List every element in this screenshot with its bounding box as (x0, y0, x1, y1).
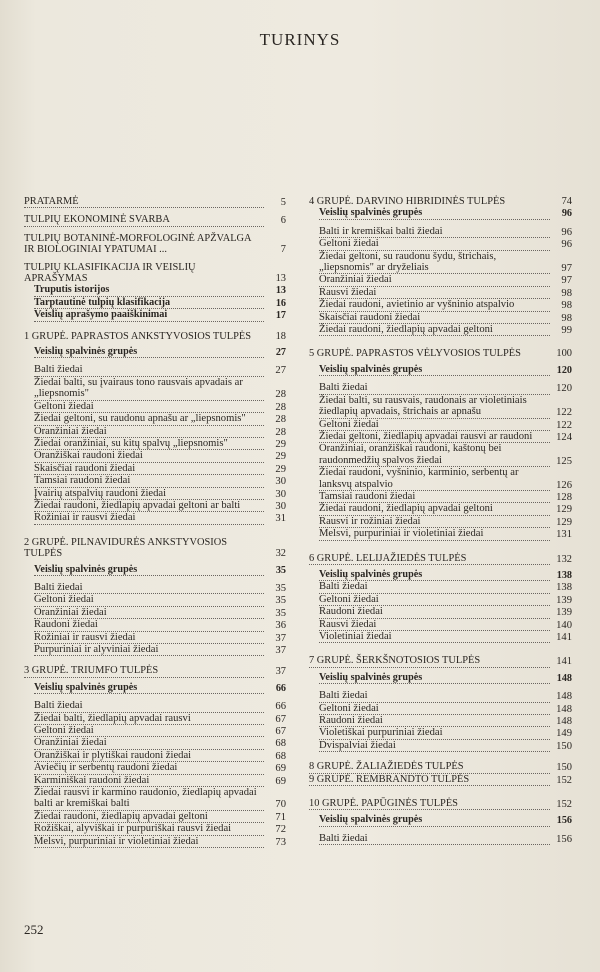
toc-entry-title: Veislių spalvinės grupės (34, 682, 264, 694)
toc-entry-page: 72 (275, 824, 286, 836)
toc-entry-page: 28 (275, 389, 286, 401)
toc-entry-title: 4 GRUPĖ. DARVINO HIBRIDINĖS TULPĖS (309, 196, 506, 207)
toc-entry-page: 139 (556, 607, 572, 619)
toc-entry-page: 141 (556, 656, 572, 668)
toc-entry-page: 28 (275, 401, 286, 413)
toc-entry (309, 364, 572, 376)
toc-entry-page: 96 (561, 239, 572, 251)
toc-entry-page: 27 (275, 365, 286, 377)
toc-entry (24, 331, 286, 342)
toc-entry (309, 196, 572, 207)
toc-entry-page: 71 (275, 811, 286, 823)
toc-entry (24, 787, 286, 811)
toc-entry (309, 814, 572, 826)
toc-entry (309, 299, 572, 311)
toc-entry (24, 725, 286, 737)
toc-entry-title: Melsvi, purpuriniai ir violetiniai žiedai (34, 836, 264, 848)
toc-entry-page: 28 (275, 414, 286, 426)
toc-entry-page: 149 (556, 728, 572, 740)
toc-entry-title: Balti žiedai (319, 833, 550, 845)
toc-entry-title: Žiedai balti, su rausvais, raudonais ar violetiniais žiedlapių apvadais, štrichais ar apnašu (319, 395, 550, 419)
toc-entry (24, 233, 286, 256)
toc-entry (309, 553, 572, 565)
toc-entry (309, 727, 572, 739)
toc-entry-title: Tamsiai raudoni žiedai (34, 475, 264, 487)
toc-entry-title: Žiedai raudoni, žiedlapių apvadai geltoni (319, 503, 550, 515)
toc-entry (24, 488, 286, 500)
toc-entry-page: 150 (556, 762, 572, 774)
toc-entry (24, 607, 286, 619)
toc-entry-title: Karminiškai raudoni žiedai (34, 775, 264, 787)
toc-entry-page: 68 (275, 738, 286, 750)
toc-entry (309, 251, 572, 275)
toc-entry-page: 69 (275, 775, 286, 787)
toc-entry (309, 226, 572, 238)
toc-entry (309, 672, 572, 684)
toc-entry-title: Įvairių atspalvių raudoni žiedai (34, 488, 264, 500)
toc-entry-page: 138 (556, 569, 572, 581)
toc-entry-page: 139 (556, 594, 572, 606)
toc-entry-title: Veislių spalvinės grupės (319, 207, 550, 219)
toc-entry (309, 207, 572, 219)
toc-entry-title: 10 GRUPĖ. PAPŪGINĖS TULPĖS (309, 798, 550, 810)
toc-entry-title: Žiedai balti, žiedlapių apvadai rausvi (34, 713, 264, 725)
toc-entry-page: 67 (275, 726, 286, 738)
toc-entry (309, 703, 572, 715)
toc-entry-title: Geltoni žiedai (319, 419, 550, 431)
toc-entry (24, 463, 286, 475)
toc-entry (309, 274, 572, 286)
toc-entry-page: 35 (275, 595, 286, 607)
toc-entry-title: Veislių aprašymo paaiškinimai (34, 309, 264, 321)
toc-entry-title: Žiedai geltoni, žiedlapių apvadai rausvi ar raudoni (319, 431, 550, 443)
toc-entry-title: Balti ir kremiškai balti žiedai (319, 226, 550, 238)
toc-entry-page: 148 (556, 703, 572, 715)
toc-entry-page: 67 (275, 713, 286, 725)
toc-entry-page: 141 (556, 632, 572, 643)
toc-entry-page: 30 (275, 488, 286, 500)
toc-entry (309, 715, 572, 727)
toc-entry-title: Žiedai geltoni, su raudonu šydu, štrichais, „liepsnomis" ar dryželiais (319, 251, 550, 275)
toc-entry-page: 131 (556, 529, 572, 541)
toc-entry-page: 96 (561, 226, 572, 238)
toc-entry-page: 30 (275, 476, 286, 488)
toc-entry-title: Tamsiai raudoni žiedai (319, 491, 550, 503)
toc-entry (24, 632, 286, 644)
toc-entry-page: 16 (275, 297, 286, 309)
toc-entry (309, 833, 572, 845)
toc-right-column (309, 196, 572, 845)
toc-entry-title: Balti žiedai (34, 700, 264, 712)
toc-entry-title: 5 GRUPĖ. PAPRASTOS VĖLYVOSIOS TULPĖS (309, 348, 521, 360)
toc-entry-title: Balti žiedai (319, 690, 550, 702)
toc-entry (309, 238, 572, 250)
toc-entry (24, 700, 286, 712)
toc-entry-page: 66 (275, 682, 286, 694)
toc-entry-title: Žiedai raudoni, žiedlapių apvadai geltoni (319, 324, 550, 336)
toc-entry-page: 17 (275, 310, 286, 322)
toc-entry-title: Raudoni žiedai (34, 619, 264, 631)
toc-entry-page: 6 (280, 215, 286, 227)
toc-entry (24, 309, 286, 321)
toc-entry-page: 66 (275, 701, 286, 713)
toc-entry-page: 98 (561, 312, 572, 324)
toc-entry (309, 419, 572, 431)
toc-entry (309, 690, 572, 702)
toc-entry-title: Veislių spalvinės grupės (319, 569, 550, 581)
toc-entry (24, 438, 286, 450)
toc-entry-title: 9 GRUPĖ. REMBRANDTO TULPĖS (309, 774, 550, 786)
toc-entry-page: 13 (275, 285, 286, 297)
toc-entry-page: 5 (280, 197, 286, 208)
toc-entry-page: 148 (556, 691, 572, 703)
toc-entry (309, 569, 572, 581)
toc-entry (24, 644, 286, 656)
toc-entry-page: 35 (275, 582, 286, 594)
toc-entry (24, 262, 286, 285)
toc-entry-page: 36 (275, 620, 286, 632)
toc-entry (24, 750, 286, 762)
toc-entry (309, 798, 572, 810)
toc-entry-title: Žiedai raudoni, avietinio ar vyšninio atspalvio (319, 299, 550, 311)
toc-entry-page: 32 (275, 548, 286, 560)
toc-entry-page: 35 (275, 607, 286, 619)
toc-entry-title: TULPIŲ EKONOMINĖ SVARBA (24, 214, 264, 226)
toc-entry-title: Geltoni žiedai (34, 401, 264, 413)
toc-entry (24, 346, 286, 358)
toc-entry (309, 324, 572, 336)
toc-entry-page: 28 (275, 426, 286, 438)
toc-entry-page: 69 (275, 763, 286, 775)
toc-entry-page: 37 (275, 666, 286, 678)
toc-entry-title: Geltoni žiedai (34, 725, 264, 737)
toc-entry-page: 129 (556, 516, 572, 528)
toc-entry (309, 606, 572, 618)
toc-entry (309, 382, 572, 394)
toc-entry-page: 18 (275, 330, 286, 342)
toc-entry-title: 8 GRUPĖ. ŽALIAŽIEDĖS TULPĖS (309, 761, 550, 773)
toc-entry (24, 836, 286, 848)
toc-entry (24, 377, 286, 401)
toc-entry-title: Violetiniai žiedai (319, 631, 550, 643)
toc-entry-title: PRATARMĖ (24, 196, 264, 208)
toc-entry (24, 564, 286, 576)
toc-entry-title: Violetiškai purpuriniai žiedai (319, 727, 550, 739)
toc-entry-title: 6 GRUPĖ. LELIJAŽIEDĖS TULPĖS (309, 553, 550, 565)
toc-entry-title: Raudoni žiedai (319, 606, 550, 618)
toc-entry-title: 2 GRUPĖ. PILNAVIDURĖS ANKSTYVOSIOS TULPĖS (24, 536, 228, 560)
toc-entry-title: Geltoni žiedai (34, 594, 264, 606)
toc-entry-page: 120 (556, 383, 572, 395)
toc-entry-page: 120 (556, 364, 572, 376)
toc-entry-page: 37 (275, 632, 286, 644)
toc-entry (24, 284, 286, 296)
toc-entry (24, 401, 286, 413)
page-number: 252 (24, 922, 44, 937)
toc-entry-title: TULPIŲ KLASIFIKACIJA IR VEISLIŲ APRAŠYMAS (24, 261, 196, 285)
toc-entry (24, 450, 286, 462)
toc-entry (24, 500, 286, 512)
toc-entry (24, 682, 286, 694)
toc-entry-page: 148 (556, 672, 572, 684)
toc-entry-title: Melsvi, purpuriniai ir violetiniai žiedai (319, 528, 550, 540)
toc-entry (24, 762, 286, 774)
toc-entry (24, 823, 286, 835)
toc-entry (24, 512, 286, 524)
toc-entry-title: Balti žiedai (34, 582, 264, 594)
toc-entry-title: Žiedai raudoni, žiedlapių apvadai geltoni (34, 811, 264, 823)
toc-entry-page: 30 (275, 500, 286, 512)
toc-entry (309, 594, 572, 606)
toc-entry-page: 27 (275, 347, 286, 359)
toc-entry-title: Geltoni žiedai (319, 594, 550, 606)
toc-entry-title: Veislių spalvinės grupės (319, 814, 550, 826)
toc-entry-title: Veislių spalvinės grupės (34, 564, 264, 576)
toc-entry-page: 37 (275, 645, 286, 656)
toc-entry-page: 129 (556, 504, 572, 516)
toc-entry-title: Purpuriniai ir alyviniai žiedai (34, 644, 264, 656)
toc-entry-page: 96 (561, 208, 572, 220)
toc-entry (24, 582, 286, 594)
toc-entry-title: 1 GRUPĖ. PAPRASTOS ANKSTYVOSIOS TULPĖS (24, 330, 252, 342)
toc-entry-page: 126 (556, 479, 572, 491)
toc-entry-title: Žiedai geltoni, su raudonu apnašu ar „liepsnomis" (34, 413, 264, 425)
toc-entry-page: 156 (556, 815, 572, 827)
toc-entry-page: 68 (275, 750, 286, 762)
toc-entry-page: 150 (556, 740, 572, 752)
toc-entry (24, 665, 286, 677)
toc-entry-title: Oranžiniai, oranžiškai raudoni, kaštonų bei raudonmedžių spalvos žiedai (319, 443, 550, 467)
toc-entry (24, 426, 286, 438)
toc-entry (24, 811, 286, 823)
toc-entry-page: 138 (556, 582, 572, 594)
toc-entry (309, 740, 572, 752)
toc-entry (309, 761, 572, 773)
toc-entry (309, 503, 572, 515)
toc-entry-title: 7 GRUPĖ. ŠERKŠNOTOSIOS TULPĖS (309, 655, 550, 667)
toc-entry (309, 395, 572, 419)
toc-entry-title: Balti žiedai (319, 382, 550, 394)
toc-entry-title: 3 GRUPĖ. TRIUMFO TULPĖS (24, 665, 264, 677)
toc-entry (24, 737, 286, 749)
toc-entry-title: Oranžiškai ir plytiškai raudoni žiedai (34, 750, 264, 762)
toc-entry-page: 97 (561, 275, 572, 287)
toc-entry-title: Tarptautinė tulpių klasifikacija (34, 297, 264, 309)
toc-entry-page: 73 (275, 836, 286, 848)
toc-entry-title: Aviečių ir serbentų raudoni žiedai (34, 762, 264, 774)
toc-entry (309, 516, 572, 528)
toc-entry-title: Rausvi žiedai (319, 619, 550, 631)
toc-entry (24, 537, 286, 560)
toc-entry-page: 156 (556, 833, 572, 845)
toc-entry-title: Balti žiedai (319, 581, 550, 593)
toc-entry (24, 775, 286, 787)
toc-entry (309, 774, 572, 786)
toc-entry-page: 140 (556, 619, 572, 631)
toc-entry (309, 443, 572, 467)
toc-entry-title: Truputis istorijos (34, 284, 264, 296)
toc-entry-page: 124 (556, 431, 572, 443)
toc-entry-page: 29 (275, 451, 286, 463)
toc-entry (309, 491, 572, 503)
toc-entry-title: Žiedai balti, su įvairaus tono rausvais apvadais ar „liepsnomis" (34, 377, 264, 401)
toc-entry (309, 287, 572, 299)
toc-entry-page: 98 (561, 300, 572, 312)
toc-entry-title: Raudoni žiedai (319, 715, 550, 727)
toc-entry-title: Oranžiniai žiedai (34, 426, 264, 438)
toc-entry-page: 132 (556, 553, 572, 565)
toc-entry (24, 297, 286, 309)
toc-entry (309, 431, 572, 443)
toc-entry-title: Geltoni žiedai (319, 238, 550, 250)
toc-entry (24, 364, 286, 376)
toc-entry (24, 475, 286, 487)
toc-entry-title: Rožiškai, alyviškai ir purpuriškai rausvi žiedai (34, 823, 264, 835)
toc-entry-title: Dvispalviai žiedai (319, 740, 550, 752)
toc-entry-title: Rožiniai ir rausvi žiedai (34, 512, 264, 524)
toc-entry-title: Skaisčiai raudoni žiedai (34, 463, 264, 475)
toc-entry-page: 148 (556, 716, 572, 728)
toc-entry-title: Oranžiškai raudoni žiedai (34, 450, 264, 462)
toc-entry-title: Skaisčiai raudoni žiedai (319, 312, 550, 324)
toc-entry-title: Geltoni žiedai (319, 703, 550, 715)
toc-entry-page: 100 (556, 348, 572, 360)
toc-entry-page: 13 (275, 273, 286, 285)
toc-entry (24, 713, 286, 725)
toc-entry-title: Veislių spalvinės grupės (319, 672, 550, 684)
toc-entry-page: 98 (561, 287, 572, 299)
toc-entry-page: 152 (556, 799, 572, 811)
toc-entry-title: Oranžiniai žiedai (34, 607, 264, 619)
toc-entry-page: 152 (556, 774, 572, 786)
toc-entry-title: Veislių spalvinės grupės (319, 364, 550, 376)
toc-entry-page: 99 (561, 325, 572, 337)
toc-entry-page: 125 (556, 455, 572, 467)
toc-entry (24, 594, 286, 606)
toc-left-column (24, 196, 286, 848)
toc-entry (309, 467, 572, 491)
toc-entry-title: Žiedai raudoni, vyšninio, karminio, serbentų ar lanksvų atspalvio (319, 467, 550, 491)
toc-entry-title: TULPIŲ BOTANINĖ-MORFOLOGINĖ APŽVALGA IR BIOLOGINIAI YPATUMAI ... (24, 232, 251, 256)
toc-entry (309, 619, 572, 631)
toc-entry (309, 581, 572, 593)
toc-entry-title: Žiedai oranžiniai, su kitų spalvų „liepsnomis" (34, 438, 264, 450)
toc-entry-title: Rausvi ir rožiniai žiedai (319, 516, 550, 528)
toc-entry (24, 196, 286, 208)
toc-entry (24, 619, 286, 631)
toc-entry-page: 29 (275, 463, 286, 475)
toc-entry-page: 97 (561, 263, 572, 275)
toc-entry-title: Rausvi žiedai (319, 287, 550, 299)
toc-entry-page: 70 (275, 799, 286, 811)
toc-entry-title: Balti žiedai (34, 364, 264, 376)
toc-entry (24, 214, 286, 226)
toc-entry-page: 29 (275, 438, 286, 450)
page-title: TURINYS (259, 30, 341, 49)
toc-entry (309, 655, 572, 667)
toc-entry-page: 74 (561, 196, 572, 207)
toc-entry-page: 122 (556, 419, 572, 431)
toc-entry-title: Rožiniai ir rausvi žiedai (34, 632, 264, 644)
toc-entry (309, 528, 572, 540)
toc-entry (309, 312, 572, 324)
toc-entry-page: 128 (556, 491, 572, 503)
toc-entry (309, 348, 572, 359)
toc-entry (309, 631, 572, 643)
toc-entry-title: Žiedai raudoni, žiedlapių apvadai geltoni ar balti (34, 500, 264, 512)
toc-entry-page: 7 (280, 244, 286, 256)
toc-entry-title: Veislių spalvinės grupės (34, 346, 264, 358)
toc-entry-page: 31 (275, 513, 286, 525)
toc-entry-title: Oranžiniai žiedai (34, 737, 264, 749)
toc-entry-title: Žiedai rausvi ir karmino raudonio, žiedlapių apvadai balti ar kremiškai balti (34, 787, 264, 811)
toc-entry-page: 122 (556, 407, 572, 419)
toc-entry (24, 413, 286, 425)
toc-entry-page: 35 (275, 564, 286, 576)
toc-entry-title: Oranžiniai žiedai (319, 274, 550, 286)
